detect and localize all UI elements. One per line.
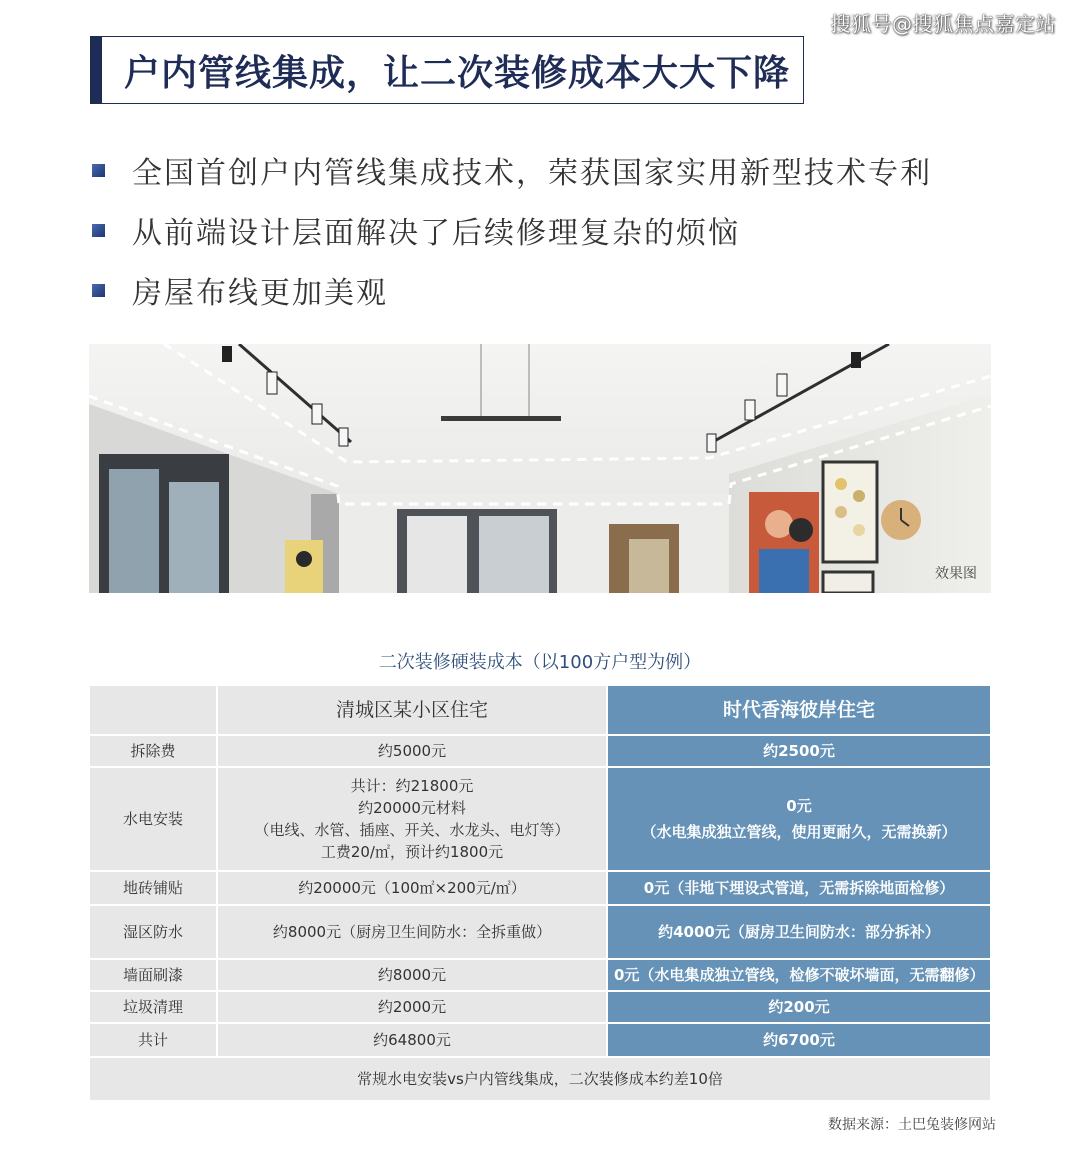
cell-line: 工费20/㎡，预计约1800元 [320, 843, 504, 861]
cell-line: 0元（非地下埋设式管道，无需拆除地面检修） [643, 879, 955, 897]
table-footer: 常规水电安装vs户内管线集成，二次装修成本约差10倍 [89, 1057, 991, 1101]
title-banner [90, 36, 804, 104]
cell-line: 约8000元（厨房卫生间防水：全拆重做） [272, 923, 552, 941]
feature-text: 房屋布线更加美观 [132, 276, 388, 311]
right-cell [607, 991, 991, 1023]
right-cell [607, 735, 991, 767]
right-cell [607, 767, 991, 871]
cost-comparison-table [88, 684, 992, 1102]
cell-line: 约6700元 [763, 1031, 835, 1049]
left-cell [217, 767, 607, 871]
bullet-square-icon [92, 284, 105, 297]
watermark: 搜狐号@搜狐焦点嘉定站 [830, 12, 1056, 36]
cell-line: 约20000元材料 [358, 799, 466, 817]
right-cell [607, 959, 991, 991]
photo-caption: 效果图 [935, 566, 977, 582]
table-row [89, 959, 991, 991]
data-source: 数据来源：土巴兔装修网站 [828, 1117, 996, 1133]
header-right: 时代香海彼岸住宅 [607, 685, 991, 735]
cell-line: 0元（水电集成独立管线，检修不破坏墙面，无需翻修） [614, 966, 985, 984]
header-left: 清城区某小区住宅 [217, 685, 607, 735]
bullet-square-icon [92, 164, 105, 177]
interior-rendering-photo [89, 344, 991, 593]
left-cell [217, 735, 607, 767]
row-label: 垃圾清理 [89, 991, 217, 1023]
bullet-square-icon [92, 224, 105, 237]
feature-list [92, 140, 932, 320]
cell-line: 约20000元（100㎡×200元/㎡） [298, 879, 526, 897]
table-title: 二次装修硬装成本（以100方户型为例） [378, 652, 702, 673]
cell-line: 约5000元 [377, 742, 447, 760]
left-cell [217, 991, 607, 1023]
page-title: 户内管线集成，让二次装修成本大大下降 [124, 52, 791, 94]
table-row [89, 735, 991, 767]
feature-text: 全国首创户内管线集成技术，荣获国家实用新型技术专利 [132, 156, 932, 191]
left-cell [217, 871, 607, 905]
left-cell [217, 905, 607, 959]
table-row [89, 1023, 991, 1057]
cell-line: 约200元 [768, 998, 830, 1016]
cell-line: （水电集成独立管线，使用更耐久，无需换新） [641, 823, 957, 841]
feature-item [92, 140, 932, 200]
right-cell [607, 1023, 991, 1057]
left-cell [217, 1023, 607, 1057]
right-cell [607, 905, 991, 959]
row-label: 拆除费 [89, 735, 217, 767]
cell-line: 约64800元 [373, 1031, 451, 1049]
table-row [89, 767, 991, 871]
row-label: 墙面刷漆 [89, 959, 217, 991]
right-cell [607, 871, 991, 905]
feature-item [92, 200, 932, 260]
table-footer-row [89, 1057, 991, 1101]
cell-line: 约2000元 [377, 998, 447, 1016]
row-label: 共计 [89, 1023, 217, 1057]
table-row [89, 991, 991, 1023]
row-label: 地砖铺贴 [89, 871, 217, 905]
feature-item [92, 260, 932, 320]
table-row [89, 905, 991, 959]
table-row [89, 871, 991, 905]
interior-illustration [89, 344, 991, 593]
left-cell [217, 959, 607, 991]
cell-line: 约4000元（厨房卫生间防水：部分拆补） [658, 923, 940, 941]
cell-line: 共计：约21800元 [350, 777, 474, 795]
cell-line: 约2500元 [763, 742, 835, 760]
cell-line: 0元 [786, 797, 812, 815]
row-label: 湿区防水 [89, 905, 217, 959]
cell-line: 约8000元 [377, 966, 447, 984]
feature-text: 从前端设计层面解决了后续修理复杂的烦恼 [132, 216, 740, 251]
table-header-row [89, 685, 991, 735]
cell-line: （电线、水管、插座、开关、水龙头、电灯等） [254, 821, 570, 839]
header-blank [89, 685, 217, 735]
row-label: 水电安装 [89, 767, 217, 871]
